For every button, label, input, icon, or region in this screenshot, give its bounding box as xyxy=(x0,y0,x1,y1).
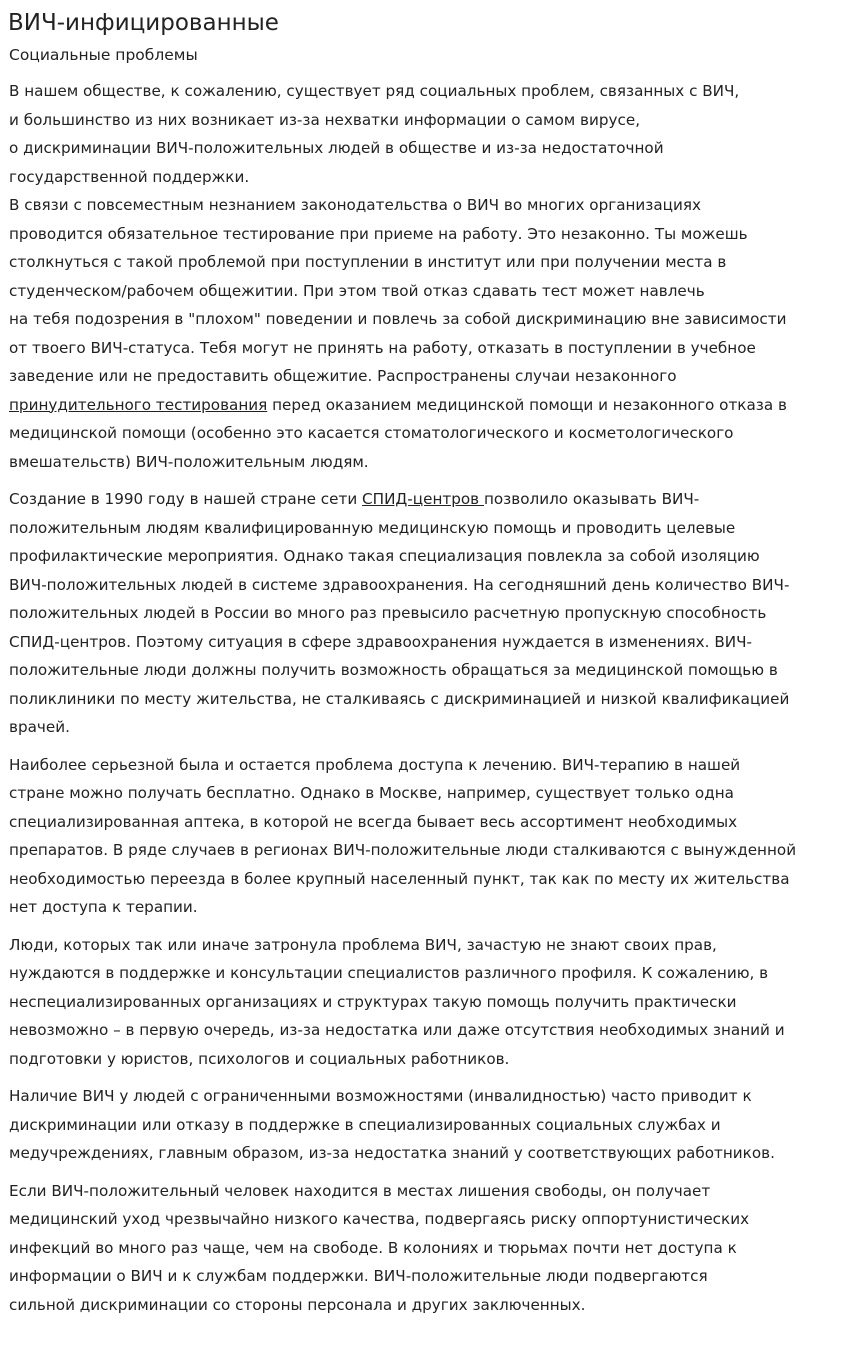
text-line: Если ВИЧ-положительный человек находится в местах лишения свободы, он получает xyxy=(9,1181,711,1200)
forced-testing-link[interactable]: принудительного тестирования xyxy=(9,395,268,414)
text-line: медицинской помощи (особенно это касается стоматологического и косметологического xyxy=(9,424,734,442)
aids-centers-link[interactable]: СПИД-центров xyxy=(362,490,484,508)
text-line: стране можно получать бесплатно. Однако в Москве, например, существует только одна xyxy=(9,784,734,802)
text-line: заведение или не предоставить общежитие. Распространены случаи незаконного xyxy=(9,367,677,385)
text-line: поликлиники по месту жительства, не сталкиваясь с дискриминацией и низкой квалификацией xyxy=(9,689,790,708)
text-line: неспециализированных организациях и структурах такую помощь получить практически xyxy=(9,992,737,1011)
text-line: информации о ВИЧ и к службам поддержки. ВИЧ-положительные люди подвергаются xyxy=(9,1267,708,1285)
text-line: Люди, которых так или иначе затронула проблема ВИЧ, зачастую не знают своих прав, xyxy=(9,935,717,954)
text-line: СПИД-центров. Поэтому ситуация в сфере здравоохранения нуждается в изменениях. ВИЧ- xyxy=(9,632,752,651)
text-fragment: Создание в 1990 году в нашей стране сети xyxy=(9,490,363,508)
text-line: дискриминации или отказу в поддержке в специализированных социальных службах и xyxy=(9,1115,721,1134)
text-line: препаратов. В ряде случаев в регионах ВИЧ-положительные люди сталкиваются с вынужденной xyxy=(9,841,797,859)
text-line: столкнуться с такой проблемой при поступлении в институт или при получении места в xyxy=(9,253,727,271)
text-line: врачей. xyxy=(9,718,70,736)
text-line: вмешательств) ВИЧ-положительным людям. xyxy=(9,452,369,471)
text-line: медицинский уход чрезвычайно низкого качества, подвергаясь риску оппортунистических xyxy=(9,1210,750,1228)
text-line: Наиболее серьезной была и остается проблема доступа к лечению. ВИЧ-терапию в нашей xyxy=(9,755,741,774)
text-line: В нашем обществе, к сожалению, существует ряд социальных проблем, связанных с ВИЧ, xyxy=(9,82,740,100)
text-line: на тебя подозрения в "плохом" поведении и повлечь за собой дискриминацию вне зависимости xyxy=(9,310,787,328)
text-line: специализированная аптека, в которой не всегда бывает весь ассортимент необходимых xyxy=(9,812,738,831)
text-line: сильной дискриминации со стороны персонала и других заключенных. xyxy=(9,1295,586,1314)
text-line: положительным людям квалифицированную медицинскую помощь и проводить целевые xyxy=(9,518,736,537)
text-line: и большинство из них возникает из-за нехватки информации о самом вирусе, xyxy=(9,110,641,129)
text-line: от твоего ВИЧ-статуса. Тебя могут не принять на работу, отказать в поступлении в учебное xyxy=(9,338,756,357)
text-line: о дискриминации ВИЧ-положительных людей в обществе и из-за недостаточной xyxy=(9,139,664,157)
paragraph xyxy=(9,1082,839,1168)
text-line: Наличие ВИЧ у людей с ограниченными возможностями (инвалидностью) часто приводит к xyxy=(9,1087,752,1105)
text-line: проводится обязательное тестирование при приеме на работу. Это незаконно. Ты можешь xyxy=(9,224,748,243)
text-line: положительные люди должны получить возможность обращаться за медицинской помощью в xyxy=(9,661,778,679)
page-title: ВИЧ-инфицированные xyxy=(8,10,279,36)
paragraph xyxy=(9,1177,839,1320)
text-line: студенческом/рабочем общежитии. При этом твой отказ сдавать тест может навлечь xyxy=(9,281,705,300)
page-subtitle: Социальные проблемы xyxy=(9,46,198,64)
text-line xyxy=(9,485,839,514)
text-line: нуждаются в поддержке и консультации специалистов различного профиля. К сожалению, в xyxy=(9,964,769,982)
text-line: необходимостью переезда в более крупный населенный пункт, так как по месту их жительства xyxy=(9,869,790,888)
text-line: подготовки у юристов, психологов и социальных работников. xyxy=(9,1049,510,1068)
paragraph xyxy=(9,751,839,922)
paragraph xyxy=(9,485,839,742)
text-line: положительных людей в России во много раз превысило расчетную пропускную способность xyxy=(9,604,767,622)
text-line: медучреждениях, главным образом, из-за недостатка знаний у соответствующих работников. xyxy=(9,1144,775,1162)
text-line: инфекций во много раз чаще, чем на свободе. В колониях и тюрьмах почти нет доступа к xyxy=(9,1238,737,1257)
text-line: невозможно – в первую очередь, из-за недостатка или даже отсутствия необходимых знаний и xyxy=(9,1021,785,1039)
text-line: В связи с повсеместным незнанием законодательства о ВИЧ во многих организациях xyxy=(9,196,702,214)
text-line: нет доступа к терапии. xyxy=(9,898,198,916)
paragraph xyxy=(9,931,839,1074)
text-line xyxy=(9,391,839,420)
text-fragment: перед оказанием медицинской помощи и незаконного отказа в xyxy=(267,395,787,414)
text-fragment: позволило оказывать ВИЧ- xyxy=(483,490,700,508)
text-line: ВИЧ-положительных людей в системе здравоохранения. На сегодняшний день количество ВИЧ- xyxy=(9,575,790,594)
text-line: профилактические мероприятия. Однако такая специализация повлекла за собой изоляцию xyxy=(9,547,760,565)
paragraph xyxy=(9,77,839,476)
text-line: государственной поддержки. xyxy=(9,167,250,186)
